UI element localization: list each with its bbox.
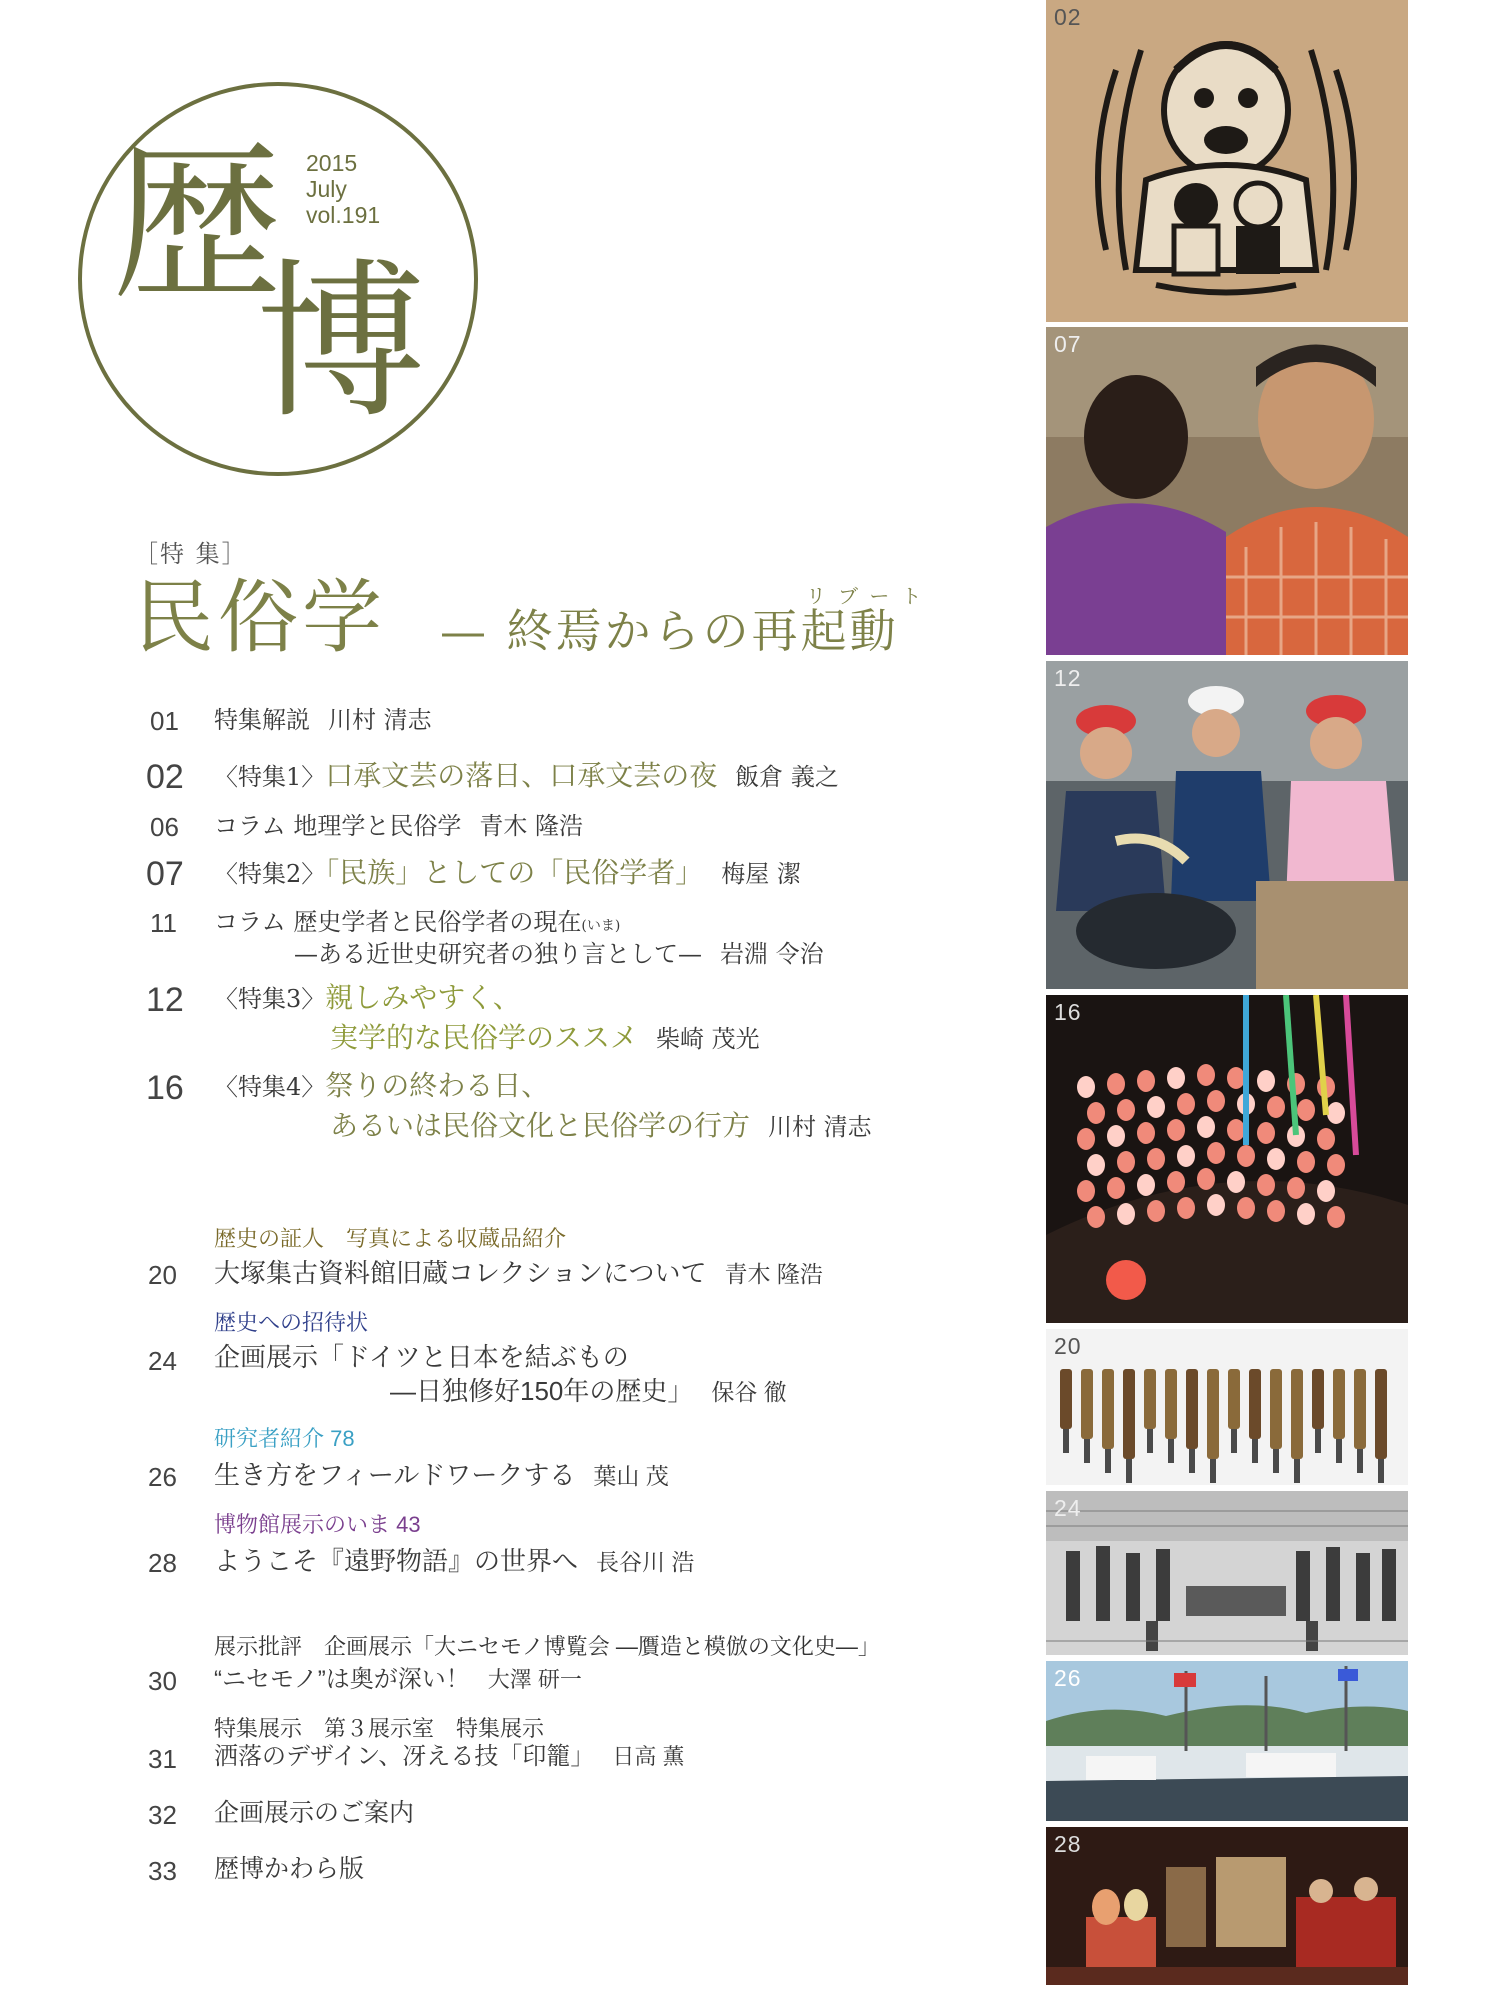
toc-entry-text [214,708,432,732]
logo-character-reki: 歴 [112,126,283,324]
toc-author: 梅屋 潔 [721,860,801,888]
section-title: ようこそ『遠野物語』の世界へ [214,1546,579,1576]
toc-author: 川村 清志 [328,706,432,734]
photo-page-label: 26 [1054,1665,1082,1691]
toc-prefix: 〈特集3〉 [214,985,326,1013]
section-heading: 博物館展示のいま 43 [214,1512,421,1537]
issue-volume: vol.191 [306,202,381,228]
section-author: 保谷 徹 [711,1379,787,1405]
toc-page-number: 01 [150,706,179,736]
toc-entry-text [214,910,620,934]
section-page-number: 24 [148,1346,177,1376]
children-rope-making-photo [1046,661,1408,989]
section-entry-text [390,1378,787,1404]
section-author: 長谷川 浩 [596,1549,695,1575]
toc-author: 青木 隆浩 [479,812,584,840]
toc-entry-text [330,1109,872,1142]
toc-author: 飯倉 義之 [735,763,839,791]
toc-page-number: 06 [150,812,179,842]
photo-page-label: 28 [1054,1831,1082,1857]
toc-entry-text [330,1021,760,1054]
section-page-number: 26 [148,1462,177,1492]
section-heading: 研究者紹介 78 [214,1426,355,1451]
section-page-number: 28 [148,1548,177,1578]
section-page-number: 32 [148,1800,177,1830]
toc-title: 親しみやすく、 [325,981,521,1014]
section-heading: 特集展示 第３展示室 特集展示 [214,1716,545,1741]
section-subtitle: —日独修好150年の歴史」 [390,1376,694,1406]
toc-subtitle: 実学的な民俗学のススメ [330,1021,639,1054]
section-title: 生き方をフィールドワークする [214,1460,576,1490]
toc-entry-text [214,759,839,792]
toc-prefix: 〈特集1〉 [214,763,326,791]
toc-entry-text [214,981,521,1014]
toc-title: 口承文芸の落日、口承文芸の夜 [325,759,718,792]
section-page-number: 33 [148,1856,177,1886]
toc-author: 柴崎 茂光 [656,1025,760,1053]
toc-entry-text [214,814,583,838]
toc-subtitle: —ある近世史研究者の独り言として— [294,940,702,968]
section-title: 企画展示のご案内 [214,1799,415,1827]
photo-page-label: 07 [1054,331,1082,357]
toc-page-number: 07 [146,855,184,893]
toc-ruby: (いま) [581,918,621,934]
festival-lanterns-photo [1046,995,1408,1323]
section-page-number: 30 [148,1666,177,1696]
photo-page-label: 20 [1054,1333,1082,1359]
issue-year: 2015 [306,150,358,176]
section-title: 大塚集古資料館旧蔵コレクションについて [214,1258,707,1288]
section-author: 日高 薫 [612,1744,685,1769]
photo-page-label: 24 [1054,1495,1082,1521]
section-entry-text [214,1344,629,1370]
section-author: 青木 隆浩 [724,1261,823,1287]
section-title: 企画展示「ドイツと日本を結ぶもの [214,1342,629,1372]
toc-prefix: 〈特集2〉 [214,860,326,888]
section-title: 歴博かわら版 [214,1855,365,1883]
section-heading: 歴史への招待状 [214,1310,369,1335]
section-heading: 展示批評 企画展示「大ニセモノ博覧会 —贋造と模倣の文化史—」 [214,1634,880,1659]
toc-title: 祭りの終わる日、 [325,1069,550,1102]
woodblock-print-image [1046,0,1408,322]
feature-title: 民俗学 [134,571,386,664]
section-entry-text [214,1668,582,1692]
section-heading: 歴史の証人 写真による収蔵品紹介 [214,1226,567,1251]
photo-page-label: 02 [1054,4,1082,30]
section-author: 大澤 研一 [487,1667,582,1692]
issue-month: July [306,176,347,202]
toc-entry-text [294,942,824,966]
fishing-boats-photo [1046,1661,1408,1821]
photo-page-label: 16 [1054,999,1082,1025]
section-title: 洒落のデザイン、冴える技「印籠」 [214,1743,595,1770]
toc-entry-text [214,856,801,889]
toc-title: 「民族」としての「民俗学者」 [325,856,704,889]
feature-label: ［特 集］ [134,540,248,568]
toc-prefix: 〈特集4〉 [214,1073,326,1101]
toc-author: 岩淵 令治 [720,940,824,968]
section-page-number: 20 [148,1260,177,1290]
section-entry-text [214,1745,685,1769]
toc-page-number: 12 [146,981,184,1019]
logo-character-haku: 博 [256,244,427,442]
toc-entry-text [214,1069,550,1102]
museum-exhibit-photo [1046,1827,1408,1985]
toc-author: 川村 清志 [768,1113,872,1141]
section-author: 葉山 茂 [593,1463,669,1489]
section-entry-text [214,1260,823,1286]
feature-ruby: リブート [806,584,934,608]
section-page-number: 31 [148,1744,177,1774]
toc-page-number: 11 [150,908,177,938]
historical-engraving-image [1046,1491,1408,1655]
toc-page-number: 02 [146,758,184,796]
toc-title: 特集解説 [214,706,310,734]
feature-subtitle: — 終焉からの再起動 [440,604,899,658]
toc-title: コラム 地理学と民俗学 [214,812,462,840]
tools-collection-photo [1046,1329,1408,1485]
toc-title: コラム 歴史学者と民俗学者の現在 [214,908,582,936]
toc-page-number: 16 [146,1069,184,1107]
section-entry-text [214,1462,669,1488]
section-entry-text [214,1548,694,1574]
section-title: “ニセモノ”は奥が深い！ [214,1666,470,1693]
photo-page-label: 12 [1054,665,1082,691]
toc-subtitle: あるいは民俗文化と民俗学の行方 [330,1109,751,1142]
portrait-photo [1046,327,1408,655]
